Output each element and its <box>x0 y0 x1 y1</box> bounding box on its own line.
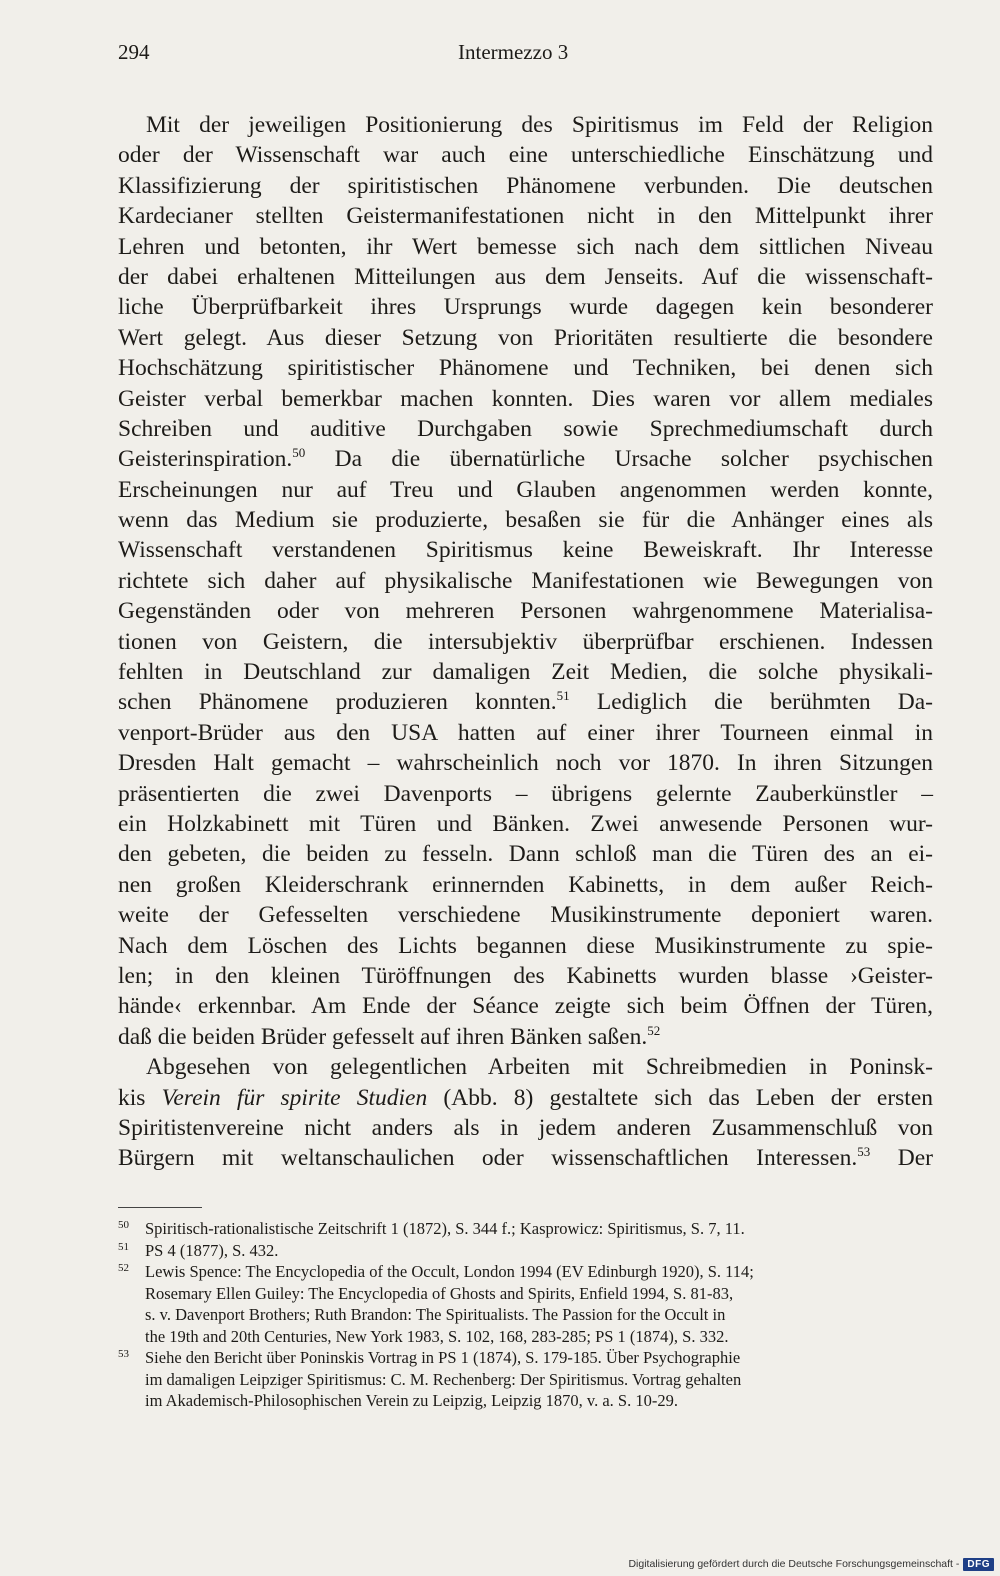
text-line: der dabei erhaltenen Mitteilungen aus dem Jenseits. Auf die wissenschaft- <box>118 263 933 290</box>
text-line: Mit der jeweiligen Positionierung des Spiritismus im Feld der Religion <box>146 112 933 138</box>
footnote-number: 50 <box>118 1219 129 1231</box>
text-line: tionen von Geistern, die intersubjektiv überprüfbar erschienen. Indessen <box>118 628 933 655</box>
text-line <box>118 1083 933 1113</box>
digitization-footer <box>628 1556 994 1572</box>
text-line: Wissenschaft verstandenen Spiritismus keine Beweiskraft. Ihr Interesse <box>118 537 933 564</box>
text-segment: schen Phänomene produzieren konnten. <box>118 689 557 716</box>
text-line: len; in den kleinen Türöffnungen des Kabinetts wurden blasse ›Geister- <box>118 962 933 989</box>
text-line: venport-Brüder aus den USA hatten auf einer ihrer Tourneen einmal in <box>118 719 933 746</box>
text-segment: (Abb. 8) gestaltete sich das Leben der ersten <box>443 1084 934 1111</box>
text-segment: Bürgern mit weltanschaulichen oder wissenschaftlichen Interessen. <box>118 1145 858 1172</box>
text-line: weite der Gefesselten verschiedene Musikinstrumente deponiert waren. <box>118 902 933 929</box>
text-line: Erscheinungen nur auf Treu und Glauben angenommen werden konnte, <box>118 476 933 503</box>
body-text <box>118 110 933 1174</box>
footnotes <box>118 1218 933 1412</box>
footnote-text: Spiritisch-rationalistische Zeitschrift 1 (1872), S. 344 f.; Kasprowicz: Spiritismus, S. 7, 11. <box>145 1219 745 1238</box>
footnote-text: im damaligen Leipziger Spiritismus: C. M. Rechenberg: Der Spiritismus. Vortrag gehalten <box>145 1369 742 1389</box>
footnote-number: 52 <box>118 1262 129 1274</box>
footnote-text: PS 4 (1877), S. 432. <box>145 1240 279 1260</box>
text-line: Klassifizierung der spiritistischen Phänomene verbunden. Die deutschen <box>118 172 933 199</box>
note-ref: 50 <box>292 445 306 461</box>
text-line: ein Holzkabinett mit Türen und Bänken. Zwei anwesende Personen wur- <box>118 810 933 837</box>
text-line <box>118 444 933 474</box>
footnote-rule <box>118 1207 202 1208</box>
footnote-line <box>118 1390 933 1412</box>
footnote-text: s. v. Davenport Brothers; Ruth Brandon: The Spiritualists. The Passion for the Occult in <box>145 1305 726 1324</box>
text-line: oder der Wissenschaft war auch eine unterschiedliche Einschätzung und <box>118 142 933 169</box>
text-line: Dresden Halt gemacht – wahrscheinlich noch vor 1870. In ihren Sitzungen <box>118 750 933 777</box>
running-title: Intermezzo 3 <box>458 40 569 64</box>
footnote-number: 51 <box>118 1240 129 1253</box>
footnote-52 <box>118 1261 933 1283</box>
text-line: Kardecianer stellten Geistermanifestationen nicht in den Mittelpunkt ihrer <box>118 203 933 230</box>
footer-text: Digitalisierung gefördert durch die Deutsche Forschungsgemeinschaft - <box>628 1558 960 1570</box>
text-line: Wert gelegt. Aus dieser Setzung von Prioritäten resultierte die besondere <box>118 324 933 351</box>
text-line: Nach dem Löschen des Lichts begannen diese Musikinstrumente zu spie- <box>118 932 933 959</box>
footnote-line <box>118 1369 933 1391</box>
footnote-line <box>118 1283 933 1305</box>
dfg-logo: DFG <box>963 1558 994 1571</box>
text-line <box>118 1143 933 1173</box>
text-line <box>118 1022 933 1052</box>
text-line: nen großen Kleiderschrank erinnernden Kabinetts, in dem außer Reich- <box>118 871 933 898</box>
text-segment: Lediglich die berühmten Da- <box>596 689 934 716</box>
note-ref: 53 <box>857 1144 871 1160</box>
text-line: hände‹ erkennbar. Am Ende der Séance zeigte sich beim Öffnen der Türen, <box>118 993 933 1020</box>
text-segment: daß die beiden Brüder gefesselt auf ihren Bänken saßen. <box>118 1023 648 1050</box>
text-line: Geister verbal bemerkbar machen konnten. Dies waren vor allem mediales <box>118 385 933 412</box>
footnote-50 <box>118 1218 933 1240</box>
text-line: liche Überprüfbarkeit ihres Ursprungs wurde dagegen kein besonderer <box>118 294 933 321</box>
text-line: Abgesehen von gelegentlichen Arbeiten mit Schreibmedien in Poninsk- <box>146 1054 933 1081</box>
footnote-line <box>118 1304 933 1326</box>
text-line: wenn das Medium sie produzierte, besaßen sie für die Anhänger eines als <box>118 507 933 534</box>
text-line: Spiritistenvereine nicht anders als in jedem anderen Zusammenschluß von <box>118 1114 933 1141</box>
footnote-text: Lewis Spence: The Encyclopedia of the Occult, London 1994 (EV Edinburgh 1920), S. 114; <box>145 1262 754 1281</box>
footnote-53 <box>118 1347 933 1369</box>
text-line: fehlten in Deutschland zur damaligen Zeit Medien, die solche physikali- <box>118 659 933 686</box>
footnote-line <box>118 1326 933 1348</box>
note-ref: 51 <box>556 688 570 704</box>
text-line: Hochschätzung spiritistischer Phänomene und Techniken, bei denen sich <box>118 355 933 382</box>
text-line: Gegenständen oder von mehreren Personen wahrgenommene Materialisa- <box>118 598 933 625</box>
footnote-text: Rosemary Ellen Guiley: The Encyclopedia of Ghosts and Spirits, Enfield 1994, S. 81-83, <box>145 1283 734 1303</box>
footnote-51 <box>118 1240 933 1262</box>
note-ref: 52 <box>647 1022 661 1038</box>
footnote-text: im Akademisch-Philosophischen Verein zu Leipzig, Leipzig 1870, v. a. S. 10-29. <box>145 1391 678 1410</box>
text-line: den gebeten, die beiden zu fesseln. Dann schloß man die Türen des an ei- <box>118 841 933 868</box>
page-header <box>118 40 933 72</box>
text-segment: kis <box>118 1084 146 1111</box>
text-line: Lehren und betonten, ihr Wert bemesse sich nach dem sittlichen Niveau <box>118 233 933 260</box>
text-line: richtete sich daher auf physikalische Manifestationen wie Bewegungen von <box>118 567 933 594</box>
footnote-number: 53 <box>118 1348 129 1360</box>
text-segment: Der <box>897 1145 933 1172</box>
page-number: 294 <box>118 40 150 64</box>
footnote-text: Siehe den Bericht über Poninskis Vortrag in PS 1 (1874), S. 179-185. Über Psychographie <box>145 1348 741 1367</box>
text-line: Schreiben und auditive Durchgaben sowie Sprechmediumschaft durch <box>118 415 933 442</box>
footnote-text: the 19th and 20th Centuries, New York 1983, S. 102, 168, 283-285; PS 1 (1874), S. 332. <box>145 1326 729 1346</box>
text-line <box>118 687 933 717</box>
italic-title: Verein für spirite Studien <box>161 1084 428 1111</box>
text-segment: Geisterinspiration. <box>118 446 293 473</box>
text-line: präsentierten die zwei Davenports – übrigens gelernte Zauberkünstler – <box>118 780 933 807</box>
text-segment: Da die übernatürliche Ursache solcher psychischen <box>334 446 934 473</box>
